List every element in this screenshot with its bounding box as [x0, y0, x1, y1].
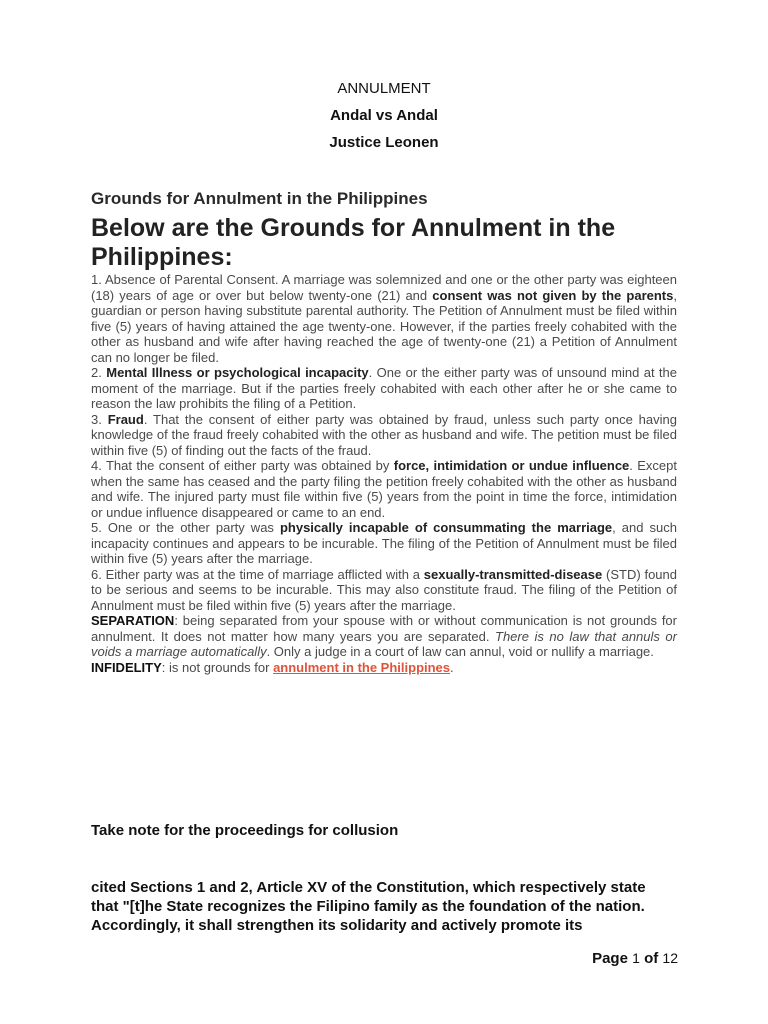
separation-paragraph: SEPARATION: being separated from your spouse with or without communication is not grounds for annulment. It does not matter how many years you are separated. There is no law that annuls or voids a marriage automatically. Only a judge in a court of law can annul, void or nullify a marriage. [91, 613, 677, 659]
italic-emphasis: There is no law that annuls or voids a marriage automatically [91, 628, 677, 659]
ground-3: 3. Fraud. That the consent of either party was obtained by fraud, unless such party once having knowledge of the fraud freely cohabited with the other as husband and wife. The petition must be filed within five (5) of finding out the facts of the fraud. [91, 411, 677, 458]
ground-6: 6. Either party was at the time of marriage afflicted with a sexually-transmitted-disease (STD) found to be serious and seems to be incurable. This may also constitute fraud. The filing of the Petition of Annulment must be filed within five (5) years after the marriage. [91, 566, 677, 613]
infidelity-label: INFIDELITY [91, 659, 162, 675]
infidelity-paragraph: INFIDELITY: is not grounds for annulment in the Philippines. [91, 659, 454, 675]
constitution-citation: cited Sections 1 and 2, Article XV of the Constitution, which respectively state that "[t]he State recognizes the Filipino family as the foundation of the nation. Accordingly, it shall strengthen its solidarity and actively promote its [91, 879, 646, 934]
ground-5: 5. One or the other party was physically incapable of consummating the marriage, and such incapacity continues and appears to be incurable. The filing of the Petition of Annulment must be filed within five (5) years after the marriage. [91, 520, 677, 566]
page-indicator [592, 950, 678, 967]
of-label: of [644, 950, 659, 967]
emphasis: force, intimidation or undue influence [393, 458, 630, 473]
emphasis: Fraud [107, 411, 144, 427]
justice-name: Justice Leonen [329, 134, 439, 151]
ground-4: 4. That the consent of either party was obtained by force, intimidation or undue influence. Except when the same has ceased and the party filing the petition freely cohabited with the other as husband and wife. The injured party must file within five (5) years from the point in time the force, intimidation or undue influence disappeared or came to an end. [91, 458, 677, 520]
page-label: Page [592, 950, 628, 967]
document-title: ANNULMENT [337, 80, 431, 97]
emphasis: consent was not given by the parents [432, 287, 674, 303]
grounds-list [91, 272, 677, 675]
section-heading: Below are the Grounds for Annulment in the Philippines: [91, 214, 616, 271]
ground-2: 2. Mental Illness or psychological incapacity. One or the either party was of unsound mind at the moment of the marriage. But if the parties freely cohabited with each other after he or she came to reason the law prohibits the filing of a Petition. [91, 365, 677, 411]
section-subheading: Grounds for Annulment in the Philippines [91, 189, 428, 208]
page-number: 1 [632, 950, 640, 966]
case-name: Andal vs Andal [330, 107, 438, 124]
page-total: 12 [662, 950, 678, 966]
annulment-link[interactable]: annulment in the Philippines [273, 659, 451, 675]
emphasis: Mental Illness or psychological incapacity [106, 365, 369, 380]
emphasis: physically incapable of consummating the marriage [279, 520, 613, 535]
emphasis: sexually-transmitted-disease [423, 566, 603, 582]
separation-label: SEPARATION [91, 613, 175, 628]
collusion-note: Take note for the proceedings for collusion [91, 822, 399, 839]
ground-1: 1. Absence of Parental Consent. A marriage was solemnized and one or the other party was eighteen (18) years of age or over but below twenty-one (21) and consent was not given by the parents, guardian or person having substitute parental authority. The Petition of Annulment must be filed within five (5) years of having attained the age twenty-one. However, if the parties freely cohabited with the other as husband and wife after having reached the age of twenty-one (21) a Petition of Annulment can no longer be filed. [91, 272, 677, 365]
